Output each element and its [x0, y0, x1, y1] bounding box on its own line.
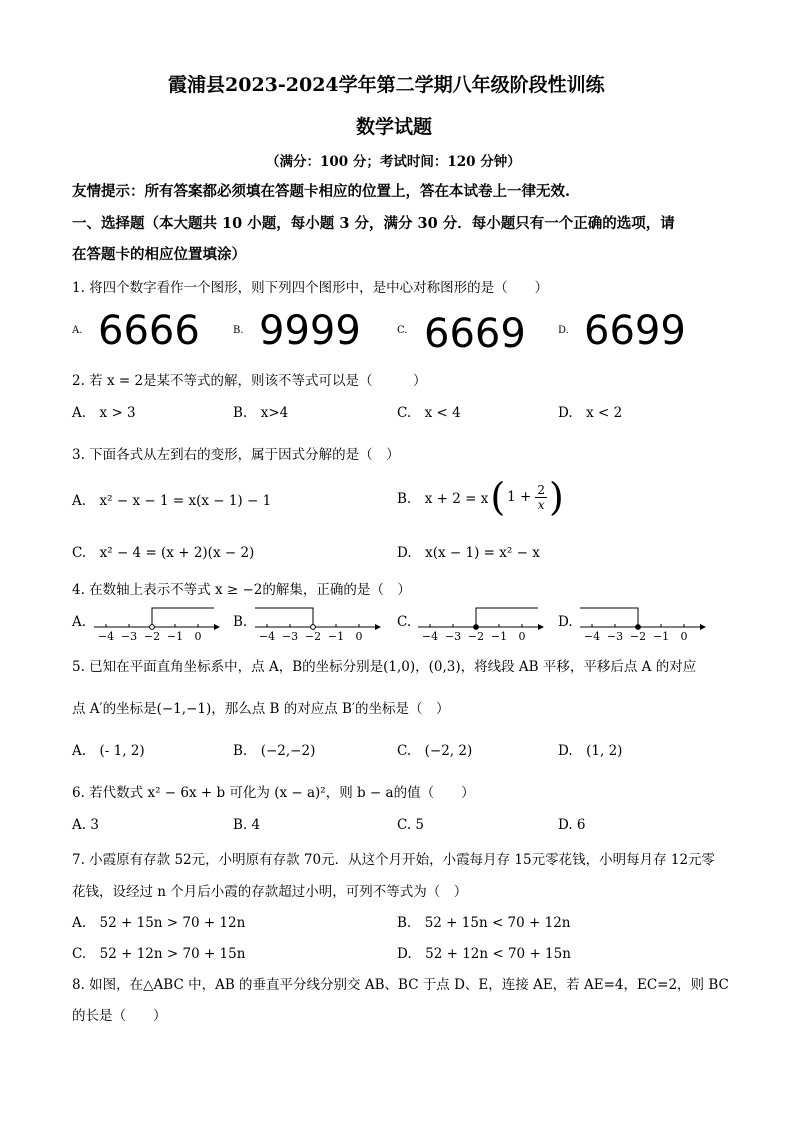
tick-label: −3 — [120, 630, 138, 643]
q5-stem-line2: 点 A′的坐标是(−1,−1)，那么点 B 的对应点 B′的坐标是（ ） — [72, 701, 450, 717]
q7-stem-line2: 花钱，设经过 n 个月后小霞的存款超过小明，可列不等式为（ ） — [72, 884, 468, 900]
fraction-numerator: 2 — [537, 482, 545, 497]
paren-right: ) — [549, 475, 564, 519]
tick-label: −4 — [258, 630, 276, 643]
q4-number-line-c — [416, 598, 546, 644]
q4-label-c: C. — [397, 614, 412, 630]
q1-label-a: A. — [72, 325, 83, 336]
q2-option-d: D. x < 2 — [558, 405, 623, 421]
q5-option-b: B. (−2,−2) — [233, 743, 316, 759]
tick-label: 0 — [518, 630, 526, 643]
tick-label: −2 — [629, 630, 647, 643]
tick-label: −4 — [97, 630, 115, 643]
q6-option-b: B. 4 — [233, 817, 261, 833]
exam-title: 霞浦县2023-2024学年第二学期八年级阶段性训练 — [168, 74, 605, 96]
q1-label-b: B. — [233, 325, 244, 336]
q6-stem: 6. 若代数式 x² − 6x + b 可化为 (x − a)²，则 b − a的值（ ） — [72, 785, 475, 801]
q6-option-d: D. 6 — [558, 817, 586, 833]
exam-subtitle: 数学试题 — [356, 116, 433, 138]
exam-meta: （满分：100 分；考试时间：120 分钟） — [266, 154, 521, 170]
section-heading-line2: 在答题卡的相应位置填涂） — [72, 246, 246, 263]
q7-stem-line1: 7. 小霞原有存款 52元，小明原有存款 70元．从这个月开始，小霞每月存 15元零花钱，小明每月存 12元零 — [72, 852, 716, 868]
q4-number-line-b — [253, 598, 383, 644]
exam-notice: 友情提示：所有答案都必须填在答题卡相应的位置上，答在本试卷上一律无效. — [72, 183, 571, 200]
q7-option-c: C. 52 + 12n > 70 + 15n — [72, 946, 246, 962]
q4-label-d: D. — [558, 614, 573, 630]
q3-option-b-one: 1 + — [507, 489, 532, 505]
q5-stem-line1: 5. 已知在平面直角坐标系中，点 A，B的坐标分别是(1,0)，(0,3)，将线段 AB 平移，平移后点 A 的对应 — [72, 659, 697, 675]
q1-stem: 1. 将四个数字看作一个图形，则下列四个图形中，是中心对称图形的是（ ） — [72, 280, 549, 296]
q7-option-b: B. 52 + 15n < 70 + 12n — [397, 915, 571, 931]
tick-label: 0 — [680, 630, 688, 643]
q5-option-c: C. (−2, 2) — [397, 743, 473, 759]
q4-number-line-a — [92, 598, 222, 644]
section-heading-line1: 一、选择题（本大题共 10 小题，每小题 3 分，满分 30 分．每小题只有一个正确的选项，请 — [72, 215, 675, 232]
tick-label: −3 — [281, 630, 299, 643]
q3-option-a: A. x² − x − 1 = x(x − 1) − 1 — [72, 493, 272, 509]
q4-stem: 4. 在数轴上表示不等式 x ≥ −2的解集，正确的是（ ） — [72, 582, 411, 598]
q2-option-a: A. x > 3 — [72, 405, 136, 421]
q3-option-b-prefix: B. x + 2 = x — [397, 491, 489, 507]
tick-label: −1 — [166, 630, 184, 643]
tick-label: −2 — [304, 630, 322, 643]
q4-number-line-d — [578, 598, 708, 644]
paren-left: ( — [490, 475, 506, 519]
tick-label: −1 — [327, 630, 345, 643]
tick-label: −1 — [490, 630, 508, 643]
tick-label: −2 — [143, 630, 161, 643]
q3-option-c: C. x² − 4 = (x + 2)(x − 2) — [72, 545, 255, 561]
q7-option-a: A. 52 + 15n > 70 + 12n — [72, 915, 246, 931]
tick-label: −1 — [652, 630, 670, 643]
q3-option-b-fraction — [535, 483, 547, 512]
q6-option-a: A. 3 — [72, 817, 99, 833]
q3-stem: 3. 下面各式从左到右的变形，属于因式分解的是（ ） — [72, 447, 400, 463]
q2-option-b: B. x>4 — [233, 405, 289, 421]
q5-option-d: D. (1, 2) — [558, 743, 623, 759]
tick-label: 0 — [194, 630, 202, 643]
tick-label: −3 — [606, 630, 624, 643]
tick-label: −3 — [444, 630, 462, 643]
fraction-denominator: x — [537, 497, 545, 512]
tick-label: −2 — [467, 630, 485, 643]
q1-option-d: 6699 — [584, 308, 686, 354]
q8-stem-line2: 的长是（ ） — [72, 1008, 167, 1024]
q3-option-b — [397, 475, 564, 519]
q8-stem-line1: 8. 如图，在△ABC 中，AB 的垂直平分线分别交 AB、BC 于点 D、E，连接 AE，若 AE=4，EC=2，则 BC — [72, 977, 729, 993]
q1-label-c: C. — [397, 325, 408, 336]
q2-stem: 2. 若 x = 2是某不等式的解，则该不等式可以是（ ） — [72, 373, 427, 389]
tick-label: 0 — [355, 630, 363, 643]
q5-option-a: A. (- 1, 2) — [72, 743, 145, 759]
q1-option-b: 9999 — [259, 308, 361, 354]
q1-option-c: 6669 — [424, 311, 526, 357]
q6-option-c: C. 5 — [397, 817, 425, 833]
tick-label: −4 — [583, 630, 601, 643]
q1-label-d: D. — [558, 325, 569, 336]
q2-option-c: C. x < 4 — [397, 405, 461, 421]
q1-option-a: 6666 — [98, 308, 200, 354]
tick-label: −4 — [421, 630, 439, 643]
q4-label-a: A. — [72, 614, 87, 630]
q7-option-d: D. 52 + 12n < 70 + 15n — [397, 946, 571, 962]
q4-label-b: B. — [233, 614, 248, 630]
q3-option-d: D. x(x − 1) = x² − x — [397, 545, 540, 561]
